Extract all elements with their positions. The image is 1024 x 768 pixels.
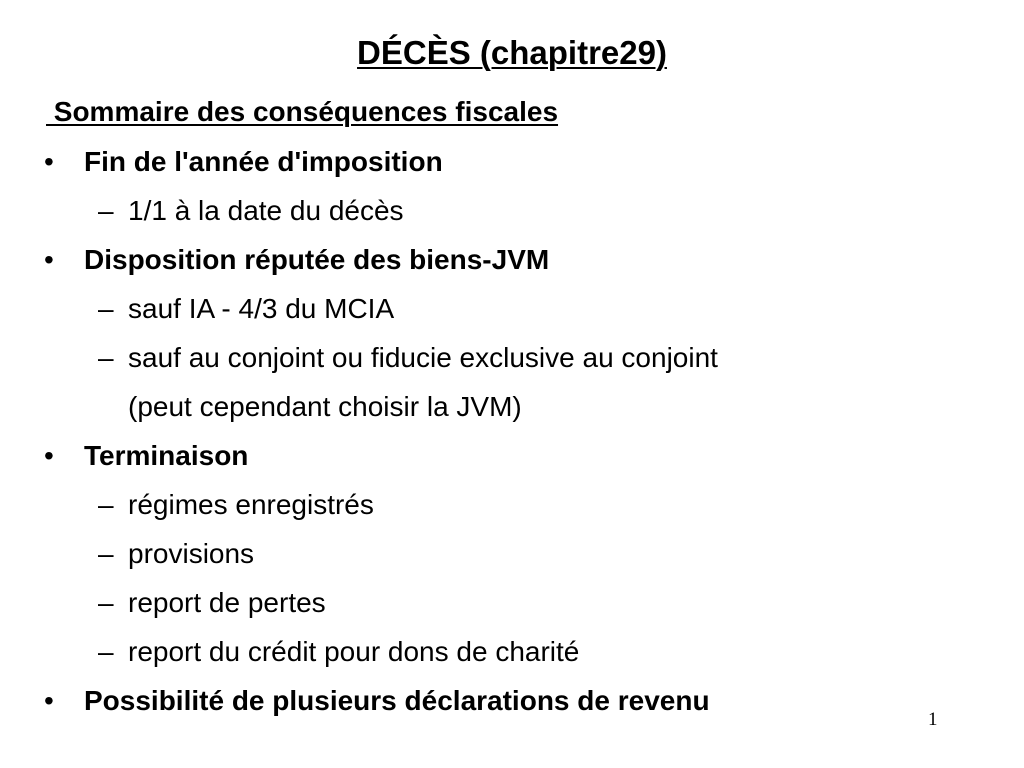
dash-marker: –: [98, 342, 114, 373]
subitem-report-pertes: report de pertes: [128, 587, 326, 618]
subitem-choisir-jvm: (peut cependant choisir la JVM): [128, 391, 522, 422]
bullet-marker: •: [44, 685, 54, 716]
dash-marker: –: [98, 587, 114, 618]
page-number: 1: [928, 709, 938, 730]
dash-marker: –: [98, 195, 114, 226]
subitem-provisions: provisions: [128, 538, 255, 569]
dash-marker: –: [98, 636, 114, 667]
bullet-marker: •: [44, 244, 54, 275]
slide-subtitle: Sommaire des conséquences fiscales: [46, 96, 559, 127]
dash-marker: –: [98, 538, 114, 569]
subitem-sauf-ia: sauf IA - 4/3 du MCIA: [128, 293, 395, 324]
subitem-sauf-conjoint: sauf au conjoint ou fiducie exclusive au conjoint: [128, 342, 718, 373]
bullet-item-fin-annee: Fin de l'année d'imposition: [84, 146, 443, 177]
slide-title: DÉCÈS (chapitre29): [357, 34, 667, 71]
subitem-regimes: régimes enregistrés: [128, 489, 374, 520]
bullet-item-disposition: Disposition réputée des biens-JVM: [84, 244, 550, 275]
dash-marker: –: [98, 293, 114, 324]
bullet-item-declarations: Possibilité de plusieurs déclarations de revenu: [84, 685, 710, 716]
bullet-marker: •: [44, 440, 54, 471]
bullet-item-terminaison: Terminaison: [84, 440, 249, 471]
subitem-report-credit: report du crédit pour dons de charité: [128, 636, 580, 667]
bullet-marker: •: [44, 146, 54, 177]
subitem-date-deces: 1/1 à la date du décès: [128, 195, 404, 226]
dash-marker: –: [98, 489, 114, 520]
